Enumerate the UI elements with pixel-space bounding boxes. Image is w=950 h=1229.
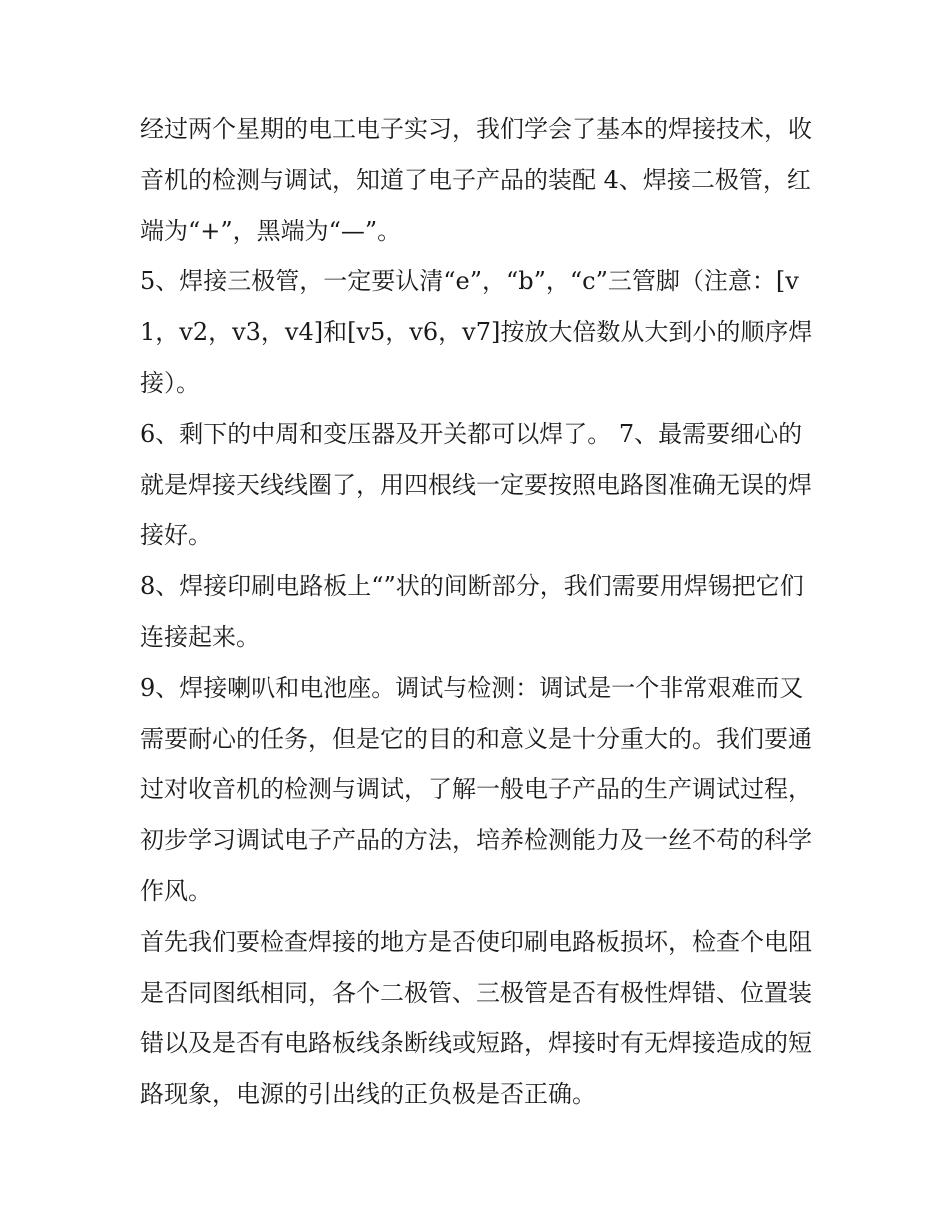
paragraph-soldering-transistors: 5、焊接三极管，一定要认清“e”，“b”，“c”三管脚（注意：[v1，v2，v3，v4]和[v5，v6，v7]按放大倍数从大到小的顺序焊接）。 (140, 267, 813, 397)
paragraph-speaker-and-testing: 9、焊接喇叭和电池座。调试与检测：调试是一个非常艰难而又需要耐心的任务，但是它的目的和意义是十分重大的。我们要通过对收音机的检测与调试，了解一般电子产品的生产调试过程，初步学习调试电子产品的方法，培养检测能力及一丝不苟的科学作风。 (140, 673, 812, 905)
paragraph-antenna-coil: 6、剩下的中周和变压器及开关都可以焊了。 7、最需要细心的就是焊接天线线圈了，用四根线一定要按照电路图准确无误的焊接好。 (140, 419, 812, 550)
paragraph-inspection: 首先我们要检查焊接的地方是否使印刷电路板损坏，检查个电阻是否同图纸相同，各个二极管、三极管是否有极性焊错、位置装错以及是否有电路板线条断线或短路，焊接时有无焊接造成的短路现象，电源的引出线的正负极是否正确。 (140, 927, 812, 1109)
document-body (140, 104, 815, 1120)
paragraph-circuit-board-gaps: 8、焊接印刷电路板上“”状的间断部分，我们需要用焊锡把它们连接起来。 (140, 572, 804, 651)
paragraph-soldering-diodes: 经过两个星期的电工电子实习，我们学会了基本的焊接技术，收音机的检测与调试，知道了电子产品的装配 4、焊接二极管，红端为“+”，黑端为“—”。 (140, 115, 812, 245)
